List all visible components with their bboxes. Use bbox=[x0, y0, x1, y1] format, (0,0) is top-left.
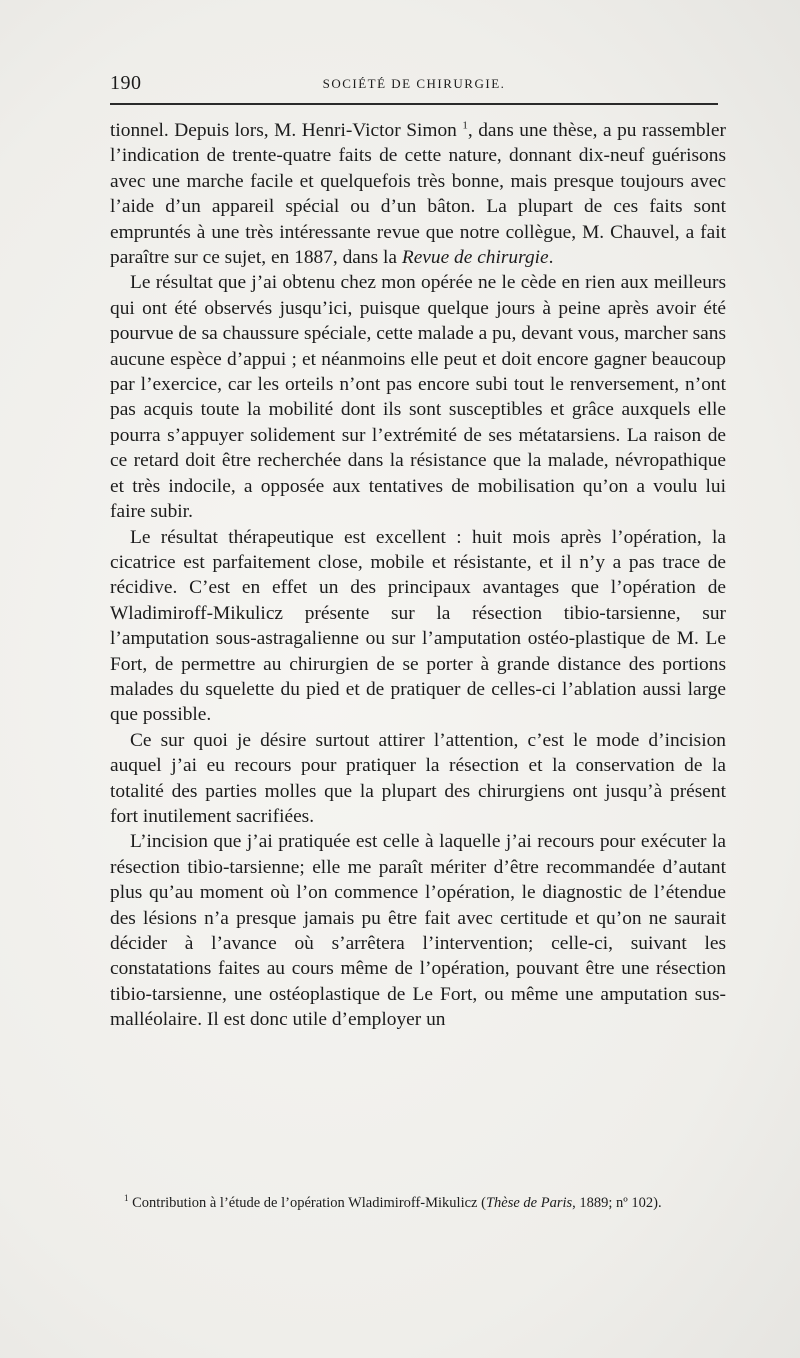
paragraph-4: Ce sur quoi je désire surtout attirer l’attention, c’est le mode d’incision auquel j’ai eu recours pour pratiquer la résection et la conservation de la totalité des parties molles que la plupart des chirurgiens ont jusqu’à présent fort inutilement sacrifiées. bbox=[110, 729, 726, 827]
header-rule bbox=[110, 103, 718, 105]
body-text bbox=[110, 118, 726, 1033]
page-header bbox=[110, 72, 718, 102]
paragraph-2: Le résultat que j’ai obtenu chez mon opérée ne le cède en rien aux meilleurs qui ont été observés jusqu’ici, puisque quelque jours à peine après avoir été pourvue de sa chaussure spéciale, cette malade a pu, devant vous, marcher sans aucune espèce d’appui ; et néanmoins elle peut et doit encore gagner beaucoup par l’exercice, car les orteils n’ont pas encore subi tout le renversement, n’ont pas acquis toute la mobilité dont ils sont susceptibles et grâce auxquels elle pourra s’appuyer solidement sur l’extrémité de ses métatarsiens. La raison de ce retard doit être recherchée dans la résistance que la malade, névropathique et très indocile, a opposée aux tentatives de mobilisation qu’on a voulu lui faire subir. bbox=[110, 272, 726, 523]
footnote-text: Contribution à l’étude de l’opération Wladimiroff-Mikulicz ( bbox=[128, 1195, 486, 1211]
paragraph-1-text-cont: , dans une thèse, a pu rassembler l’indication de trente-quatre faits de cette nature, donnant dix-neuf guérisons avec une marche facile et quelquefois très bonne, mais presque toujours avec l’aide d’un appareil spécial ou d’un bâton. La plupart de ces faits sont empruntés à une très intéressante revue que notre collègue, M. Chauvel, a fait paraître sur ce sujet, en 1887, dans la bbox=[110, 120, 726, 269]
page-number: 190 bbox=[110, 72, 142, 94]
paragraph-1-end: . bbox=[548, 247, 554, 269]
footnote-text-end: , 1889; nº 102). bbox=[572, 1195, 662, 1211]
journal-title: Revue de chirurgie bbox=[401, 247, 549, 269]
footnote-marker: 1 bbox=[124, 1193, 129, 1204]
footnote-reference: 1 bbox=[462, 119, 468, 132]
footnote-thesis-title: Thèse de Paris bbox=[485, 1195, 573, 1211]
footnote bbox=[110, 1192, 726, 1214]
running-head: SOCIÉTÉ DE CHIRURGIE. bbox=[322, 76, 506, 91]
paragraph-1 bbox=[110, 118, 726, 270]
paragraph-3: Le résultat thérapeutique est excellent : huit mois après l’opération, la cicatrice est parfaitement close, mobile et résistante, et il n’y a pas trace de récidive. C’est en effet un des principaux avantages que l’opération de Wladimiroff-Mikulicz présente sur la résection tibio-tarsienne, sur l’amputation sous-astragalienne ou sur l’amputation ostéo-plastique de M. Le Fort, de permettre au chirurgien de se porter à grande distance des portions malades du squelette du pied et de pratiquer de celles-ci l’ablation aussi large que possible. bbox=[110, 526, 726, 726]
paragraph-1-text: tionnel. Depuis lors, M. Henri-Victor Simon bbox=[110, 120, 463, 141]
paragraph-5: L’incision que j’ai pratiquée est celle à laquelle j’ai recours pour exécuter la résection tibio-tarsienne; elle me paraît mériter d’être recommandée d’autant plus qu’au moment où l’on commence l’opération, le diagnostic de l’étendue des lésions n’a presque jamais pu être fait avec certitude et qu’on ne saurait décider à l’avance où s’arrêtera l’intervention; celle-ci, suivant les constatations faites au cours même de l’opération, pouvant être une résection tibio-tarsienne, une ostéoplastique de Le Fort, ou même une amputation sus-malléolaire. Il est donc utile d’employer un bbox=[110, 831, 726, 1031]
